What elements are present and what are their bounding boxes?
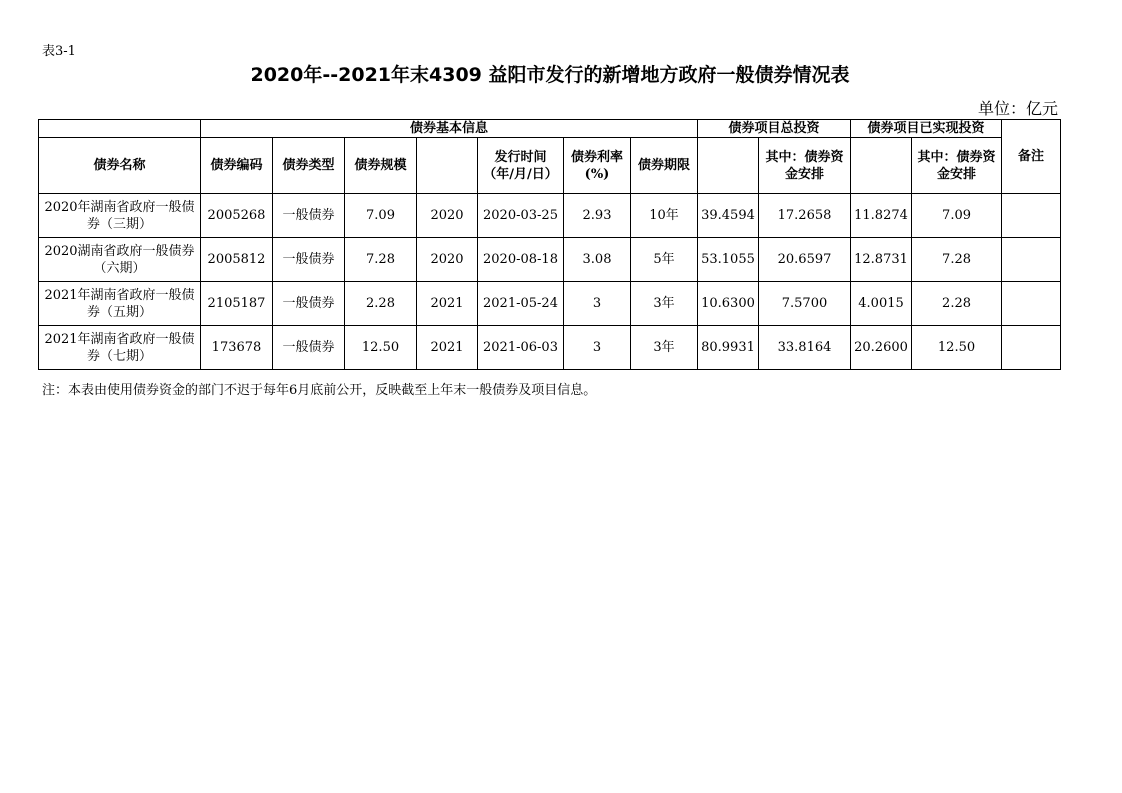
- header-rate: 债券利率(%): [564, 138, 631, 194]
- header-bond-name: 债券名称: [39, 138, 201, 194]
- cell-term: 3年: [631, 326, 698, 370]
- header-term: 债券期限: [631, 138, 698, 194]
- header-total-bond-funds: 其中：债券资金安排: [759, 138, 851, 194]
- cell-name: 2020湖南省政府一般债券（六期）: [39, 238, 201, 282]
- header-blank-cell: [39, 120, 201, 138]
- cell-scale: 7.09: [345, 194, 417, 238]
- page-title: 2020年--2021年末4309 益阳市发行的新增地方政府一般债券情况表: [250, 64, 850, 86]
- cell-type: 一般债券: [273, 282, 345, 326]
- cell-realized: 11.8274: [851, 194, 912, 238]
- cell-year: 2020: [417, 238, 478, 282]
- cell-realized: 12.8731: [851, 238, 912, 282]
- cell-remark: [1002, 326, 1061, 370]
- header-realized-bond-funds: 其中：债券资金安排: [912, 138, 1002, 194]
- cell-type: 一般债券: [273, 326, 345, 370]
- cell-total: 80.9931: [698, 326, 759, 370]
- table-row: [39, 282, 1061, 326]
- cell-year: 2020: [417, 194, 478, 238]
- cell-type: 一般债券: [273, 194, 345, 238]
- cell-rate: 3: [564, 282, 631, 326]
- header-row-columns: [39, 138, 1061, 194]
- header-issue-date: 发行时间（年/月/日）: [478, 138, 564, 194]
- table-row: [39, 238, 1061, 282]
- cell-realized-bond: 7.09: [912, 194, 1002, 238]
- header-bond-scale: 债券规模: [345, 138, 417, 194]
- cell-realized: 4.0015: [851, 282, 912, 326]
- cell-realized-bond: 12.50: [912, 326, 1002, 370]
- cell-date: 2021-06-03: [478, 326, 564, 370]
- cell-name: 2021年湖南省政府一般债券（五期）: [39, 282, 201, 326]
- cell-realized-bond: 7.28: [912, 238, 1002, 282]
- header-realized-investment: 债券项目已实现投资: [851, 120, 1002, 138]
- header-year: [417, 138, 478, 194]
- cell-date: 2020-03-25: [478, 194, 564, 238]
- cell-total-bond: 33.8164: [759, 326, 851, 370]
- cell-type: 一般债券: [273, 238, 345, 282]
- cell-name: 2021年湖南省政府一般债券（七期）: [39, 326, 201, 370]
- cell-remark: [1002, 282, 1061, 326]
- table-row: [39, 326, 1061, 370]
- cell-remark: [1002, 238, 1061, 282]
- cell-year: 2021: [417, 282, 478, 326]
- bond-table: [38, 119, 1061, 370]
- header-bond-code: 债券编码: [201, 138, 273, 194]
- cell-realized-bond: 2.28: [912, 282, 1002, 326]
- cell-total: 10.6300: [698, 282, 759, 326]
- cell-scale: 12.50: [345, 326, 417, 370]
- header-bond-type: 债券类型: [273, 138, 345, 194]
- header-realized: [851, 138, 912, 194]
- cell-total-bond: 20.6597: [759, 238, 851, 282]
- header-row-groups: [39, 120, 1061, 138]
- cell-scale: 7.28: [345, 238, 417, 282]
- cell-term: 3年: [631, 282, 698, 326]
- header-basic-info: 债券基本信息: [201, 120, 698, 138]
- cell-rate: 3.08: [564, 238, 631, 282]
- header-remark: 备注: [1002, 120, 1061, 194]
- cell-rate: 2.93: [564, 194, 631, 238]
- cell-year: 2021: [417, 326, 478, 370]
- cell-code: 2005268: [201, 194, 273, 238]
- cell-remark: [1002, 194, 1061, 238]
- cell-code: 2005812: [201, 238, 273, 282]
- cell-total: 53.1055: [698, 238, 759, 282]
- cell-rate: 3: [564, 326, 631, 370]
- cell-scale: 2.28: [345, 282, 417, 326]
- cell-term: 10年: [631, 194, 698, 238]
- cell-code: 2105187: [201, 282, 273, 326]
- document-code: 表3-1: [42, 44, 76, 59]
- cell-date: 2021-05-24: [478, 282, 564, 326]
- cell-total-bond: 7.5700: [759, 282, 851, 326]
- cell-total: 39.4594: [698, 194, 759, 238]
- header-total: [698, 138, 759, 194]
- cell-code: 173678: [201, 326, 273, 370]
- footnote: 注：本表由使用债券资金的部门不迟于每年6月底前公开，反映截至上年末一般债券及项目信息。: [42, 383, 597, 398]
- cell-date: 2020-08-18: [478, 238, 564, 282]
- cell-realized: 20.2600: [851, 326, 912, 370]
- cell-term: 5年: [631, 238, 698, 282]
- table-row: [39, 194, 1061, 238]
- cell-total-bond: 17.2658: [759, 194, 851, 238]
- cell-name: 2020年湖南省政府一般债券（三期）: [39, 194, 201, 238]
- unit-label: 单位：亿元: [977, 99, 1058, 118]
- header-total-investment: 债券项目总投资: [698, 120, 851, 138]
